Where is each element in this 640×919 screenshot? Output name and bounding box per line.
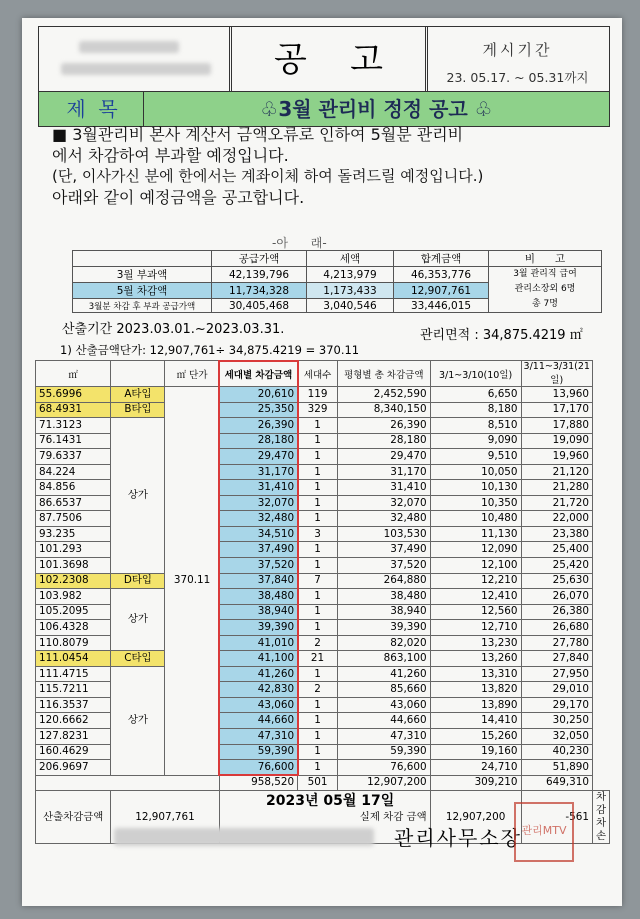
area-cell: 206.9697 <box>36 760 111 776</box>
period1-cell: 9,090 <box>430 433 521 449</box>
deduction-cell: 43,060 <box>219 697 297 713</box>
area-cell: 127.8231 <box>36 729 111 745</box>
household-count-cell: 1 <box>298 744 338 760</box>
area-cell: 160.4629 <box>36 744 111 760</box>
household-count-cell: 329 <box>298 402 338 418</box>
area-cell: 116.3537 <box>36 697 111 713</box>
footer-cell: 차감 차손 <box>592 791 609 844</box>
total-cell: 12,907,200 <box>337 775 430 791</box>
total-deduction-cell: 31,170 <box>337 464 430 480</box>
area-cell: 120.6662 <box>36 713 111 729</box>
subject-label: 제 목 <box>38 91 146 127</box>
deduction-cell: 41,260 <box>219 666 297 682</box>
area-cell: 55.6996 <box>36 387 111 403</box>
area-cell: 111.0454 <box>36 651 111 667</box>
total-deduction-cell: 37,520 <box>337 558 430 574</box>
period2-cell: 29,170 <box>521 697 592 713</box>
total-deduction-cell: 43,060 <box>337 697 430 713</box>
deduction-cell: 42,830 <box>219 682 297 698</box>
body-line-2: 에서 차감하여 부과할 예정입니다. <box>52 146 289 165</box>
total-deduction-cell: 29,470 <box>337 449 430 465</box>
household-count-cell: 2 <box>298 635 338 651</box>
total-deduction-cell: 28,180 <box>337 433 430 449</box>
period2-cell: 22,000 <box>521 511 592 527</box>
area-cell: 76.1431 <box>36 433 111 449</box>
household-count-cell: 1 <box>298 433 338 449</box>
footer-cell: 실제 차감 금액 <box>219 791 430 844</box>
total-deduction-cell: 82,020 <box>337 635 430 651</box>
period2-cell: 25,400 <box>521 542 592 558</box>
household-count-cell: 1 <box>298 511 338 527</box>
total-deduction-cell: 32,070 <box>337 495 430 511</box>
deduction-cell: 38,480 <box>219 589 297 605</box>
household-count-cell: 1 <box>298 558 338 574</box>
household-count-cell: 3 <box>298 526 338 542</box>
household-count-cell: 119 <box>298 387 338 403</box>
footer-cell: 12,907,200 <box>430 791 521 844</box>
type-cell: C타입 <box>111 651 165 667</box>
body-line-3: (단, 이사가신 분에 한에서는 계좌이체 하여 돌려드릴 예정입니다.) <box>52 167 484 185</box>
area-cell: 93.235 <box>36 526 111 542</box>
notice-title: 공 고 <box>274 40 383 80</box>
total-deduction-cell: 2,452,590 <box>337 387 430 403</box>
household-count-cell: 1 <box>298 620 338 636</box>
period2-cell: 26,680 <box>521 620 592 636</box>
total-deduction-cell: 85,660 <box>337 682 430 698</box>
area-cell: 102.2308 <box>36 573 111 589</box>
household-count-cell: 1 <box>298 604 338 620</box>
area-cell: 110.8079 <box>36 635 111 651</box>
total-cell: 309,210 <box>430 775 521 791</box>
period1-cell: 8,180 <box>430 402 521 418</box>
table-row <box>36 666 610 682</box>
total-deduction-cell: 8,340,150 <box>337 402 430 418</box>
total-deduction-cell: 38,480 <box>337 589 430 605</box>
deduction-cell: 44,660 <box>219 713 297 729</box>
period2-cell: 32,050 <box>521 729 592 745</box>
period2-cell: 29,010 <box>521 682 592 698</box>
deduction-cell: 38,940 <box>219 604 297 620</box>
totals-row <box>36 775 610 791</box>
household-count-cell: 7 <box>298 573 338 589</box>
type-cell: 상가 <box>111 666 165 775</box>
header-title-box <box>229 26 428 94</box>
deduction-cell: 25,350 <box>219 402 297 418</box>
area-cell: 111.4715 <box>36 666 111 682</box>
period2-cell: 19,960 <box>521 449 592 465</box>
period1-cell: 10,350 <box>430 495 521 511</box>
blurred-complex-name <box>114 828 374 846</box>
period2-cell: 13,960 <box>521 387 592 403</box>
deduction-cell: 28,180 <box>219 433 297 449</box>
total-cell: 649,310 <box>521 775 592 791</box>
deduction-cell: 39,390 <box>219 620 297 636</box>
period1-cell: 13,230 <box>430 635 521 651</box>
total-cell: 501 <box>298 775 338 791</box>
period1-cell: 12,410 <box>430 589 521 605</box>
total-deduction-cell: 26,390 <box>337 418 430 434</box>
type-cell: B타입 <box>111 402 165 418</box>
deduction-cell: 37,840 <box>219 573 297 589</box>
household-count-cell: 1 <box>298 464 338 480</box>
blurred-apartment-name <box>79 41 179 53</box>
area-cell: 101.293 <box>36 542 111 558</box>
area-cell: 115.7211 <box>36 682 111 698</box>
household-count-cell: 1 <box>298 495 338 511</box>
deduction-cell: 37,490 <box>219 542 297 558</box>
period1-cell: 10,480 <box>430 511 521 527</box>
table-row <box>36 589 610 605</box>
period1-cell: 6,650 <box>430 387 521 403</box>
deduction-cell: 31,170 <box>219 464 297 480</box>
total-deduction-cell: 47,310 <box>337 729 430 745</box>
type-cell: A타입 <box>111 387 165 403</box>
household-count-cell: 2 <box>298 682 338 698</box>
period2-cell: 17,170 <box>521 402 592 418</box>
period1-cell: 15,260 <box>430 729 521 745</box>
unit-price-cell: 370.11 <box>165 387 219 776</box>
household-count-cell: 1 <box>298 713 338 729</box>
total-deduction-cell: 31,410 <box>337 480 430 496</box>
posting-period: 23. 05.17. ~ 05.31까지 <box>446 70 589 85</box>
period1-cell: 13,820 <box>430 682 521 698</box>
total-cell: 958,520 <box>219 775 297 791</box>
deduction-cell: 26,390 <box>219 418 297 434</box>
deduction-table: ㎡ ㎡ 단가 세대별 차감금액 세대수 평형별 총 차감금액 3/1~3/10(10일) 3/11~3/31(21일) 55.6996 A타입 370.11 20,610 119 2,452,590 6,650 13,960 68.4931 B타입 25,350 329 8,340,150 8,180 17,170 71.3123 상가 26,390 1 26,390 8,510 17,880 76.1431 28,180 1 28,180 9,090 19,090 79.6337 29,470 1 29,470 9,510 19,960 84.224 31,170 1 31,170 10,050 21,120 84.856 31,410 1 31,410 10,130 21,280 86.6537 32,070 1 32,070 10,350 21,720 87.7506 32,480 1 32,480 10,480 22,000 93.235 34,510 3 103,530 11,130 23,380 101.293 37,490 1 37,490 12,090 25,400 101.3698 37,520 1 37,520 12,100 25,420 102.2308 D타입 37,840 7 264,880 12,210 25,630 103.982 상가 38,480 1 38,480 12,410 26,070 105.2095 38,940 1 38,940 12,560 26,380 106.4328 39,390 1 39,390 12,710 26,680 110.8079 41,010 2 82,020 13,230 27,780 111.0454 C타입 41,100 21 863,100 13,260 27,840 111.4715 상가 41,260 1 41,260 13,310 27,950 115.7211 42,830 2 85,660 13,820 29,010 116.3537 43,060 1 43,060 13,890 29,170 120.6662 44,660 1 44,660 14,410 30,250 127.8231 47,310 1 47,310 15,260 32,050 160.4629 59,390 1 59,390 19,160 40,230 206.9697 76,600 1 76,600 24,710 51,890 958,520 501 12,907,200 309,210 649,310 산출차감금액 12,907,761 실제 차감 금액 12,907,200 -561 차감 차손 <box>35 360 610 844</box>
period2-cell: 25,630 <box>521 573 592 589</box>
type-cell: 상가 <box>111 418 165 573</box>
deduction-cell: 59,390 <box>219 744 297 760</box>
managed-area: 관리면적 : 34,875.4219 ㎡ <box>420 328 583 343</box>
area-cell: 79.6337 <box>36 449 111 465</box>
household-count-cell: 1 <box>298 697 338 713</box>
period1-cell: 9,510 <box>430 449 521 465</box>
deduction-cell: 29,470 <box>219 449 297 465</box>
deduction-cell: 31,410 <box>219 480 297 496</box>
household-count-cell: 1 <box>298 449 338 465</box>
table-row <box>36 387 610 403</box>
household-count-cell: 21 <box>298 651 338 667</box>
period1-cell: 13,260 <box>430 651 521 667</box>
period1-cell: 19,160 <box>430 744 521 760</box>
header-period-box <box>425 26 610 94</box>
area-cell: 68.4931 <box>36 402 111 418</box>
type-cell: 상가 <box>111 589 165 651</box>
unit-price-formula: 1) 산출금액단가: 12,907,761÷ 34,875.4219 = 370.11 <box>60 343 360 357</box>
period1-cell: 10,050 <box>430 464 521 480</box>
footer-cell: 12,907,761 <box>111 791 219 844</box>
deduction-cell: 20,610 <box>219 387 297 403</box>
area-cell: 71.3123 <box>36 418 111 434</box>
period2-cell: 40,230 <box>521 744 592 760</box>
total-deduction-cell: 38,940 <box>337 604 430 620</box>
deduction-cell: 41,100 <box>219 651 297 667</box>
period2-cell: 21,120 <box>521 464 592 480</box>
table-row <box>36 418 610 434</box>
household-count-cell: 1 <box>298 666 338 682</box>
period1-cell: 24,710 <box>430 760 521 776</box>
household-count-cell: 1 <box>298 418 338 434</box>
summary-remark: 3월 관리직 급여 관리소장외 6명 총 7명 <box>489 267 602 313</box>
official-seal: 관리MTV <box>514 802 574 862</box>
period1-cell: 11,130 <box>430 526 521 542</box>
deduction-cell: 37,520 <box>219 558 297 574</box>
household-count-cell: 1 <box>298 589 338 605</box>
household-count-cell: 1 <box>298 542 338 558</box>
period1-cell: 12,710 <box>430 620 521 636</box>
period2-cell: 27,950 <box>521 666 592 682</box>
period2-cell: 27,840 <box>521 651 592 667</box>
period2-cell: 21,280 <box>521 480 592 496</box>
body-line-4: 아래와 같이 예정금액을 공고합니다. <box>52 188 305 207</box>
deduction-cell: 32,480 <box>219 511 297 527</box>
area-cell: 84.224 <box>36 464 111 480</box>
total-deduction-cell: 32,480 <box>337 511 430 527</box>
period2-cell: 21,720 <box>521 495 592 511</box>
period2-cell: 51,890 <box>521 760 592 776</box>
subject-title: ♧3월 관리비 정정 공고 ♧ <box>143 91 610 127</box>
period1-cell: 12,210 <box>430 573 521 589</box>
period1-cell: 10,130 <box>430 480 521 496</box>
period1-cell: 12,560 <box>430 604 521 620</box>
period2-cell: 17,880 <box>521 418 592 434</box>
household-count-cell: 1 <box>298 760 338 776</box>
posting-period-label: 게시기간 <box>482 41 553 59</box>
household-count-cell: 1 <box>298 480 338 496</box>
notice-date: 2023년 05월 17일 <box>266 793 395 809</box>
table-row <box>36 573 610 589</box>
period1-cell: 8,510 <box>430 418 521 434</box>
office-name: 관리사무소장 <box>394 826 522 850</box>
type-cell: D타입 <box>111 573 165 589</box>
period1-cell: 14,410 <box>430 713 521 729</box>
table-row <box>36 402 610 418</box>
total-deduction-cell: 863,100 <box>337 651 430 667</box>
period2-cell: 27,780 <box>521 635 592 651</box>
notice-paper <box>22 18 622 906</box>
footer-cell: -561 <box>521 791 592 844</box>
period1-cell: 12,090 <box>430 542 521 558</box>
household-count-cell: 1 <box>298 729 338 745</box>
deduction-cell: 47,310 <box>219 729 297 745</box>
period1-cell: 13,890 <box>430 697 521 713</box>
area-cell: 87.7506 <box>36 511 111 527</box>
total-deduction-cell: 103,530 <box>337 526 430 542</box>
period2-cell: 19,090 <box>521 433 592 449</box>
deduction-cell: 76,600 <box>219 760 297 776</box>
total-deduction-cell: 39,390 <box>337 620 430 636</box>
deduction-cell: 32,070 <box>219 495 297 511</box>
period2-cell: 30,250 <box>521 713 592 729</box>
table-row <box>36 651 610 667</box>
area-cell: 103.982 <box>36 589 111 605</box>
blurred-address <box>61 63 211 75</box>
period2-cell: 26,380 <box>521 604 592 620</box>
notice-body <box>52 124 612 208</box>
area-cell: 101.3698 <box>36 558 111 574</box>
header-left-box <box>38 26 232 94</box>
total-deduction-cell: 59,390 <box>337 744 430 760</box>
period1-cell: 12,100 <box>430 558 521 574</box>
area-cell: 86.6537 <box>36 495 111 511</box>
calc-period: 산출기간 2023.03.01.~2023.03.31. <box>62 322 285 337</box>
area-cell: 105.2095 <box>36 604 111 620</box>
deduction-cell: 41,010 <box>219 635 297 651</box>
total-deduction-cell: 41,260 <box>337 666 430 682</box>
total-deduction-cell: 37,490 <box>337 542 430 558</box>
deduction-cell: 34,510 <box>219 526 297 542</box>
total-deduction-cell: 76,600 <box>337 760 430 776</box>
period2-cell: 26,070 <box>521 589 592 605</box>
area-cell: 106.4328 <box>36 620 111 636</box>
summary-table: 공급가액 세액 합계금액 비 고 3월 부과액 42,139,796 4,213,979 46,353,776 3월 관리직 급여 관리소장외 6명 총 7명 5월 차감액 11,734,328 1,173,433 12,907,761 3월분 차감 후 부과 공급가액 30,405,468 3,040,546 33,446,015 <box>72 250 602 313</box>
footer-cell: 산출차감금액 <box>36 791 111 844</box>
total-deduction-cell: 264,880 <box>337 573 430 589</box>
area-cell: 84.856 <box>36 480 111 496</box>
period1-cell: 13,310 <box>430 666 521 682</box>
body-line-1: ■ 3월관리비 본사 계산서 금액오류로 인하여 5월분 관리비 <box>52 125 464 144</box>
below-heading: -아 래- <box>272 236 327 250</box>
total-deduction-cell: 44,660 <box>337 713 430 729</box>
period2-cell: 23,380 <box>521 526 592 542</box>
period2-cell: 25,420 <box>521 558 592 574</box>
